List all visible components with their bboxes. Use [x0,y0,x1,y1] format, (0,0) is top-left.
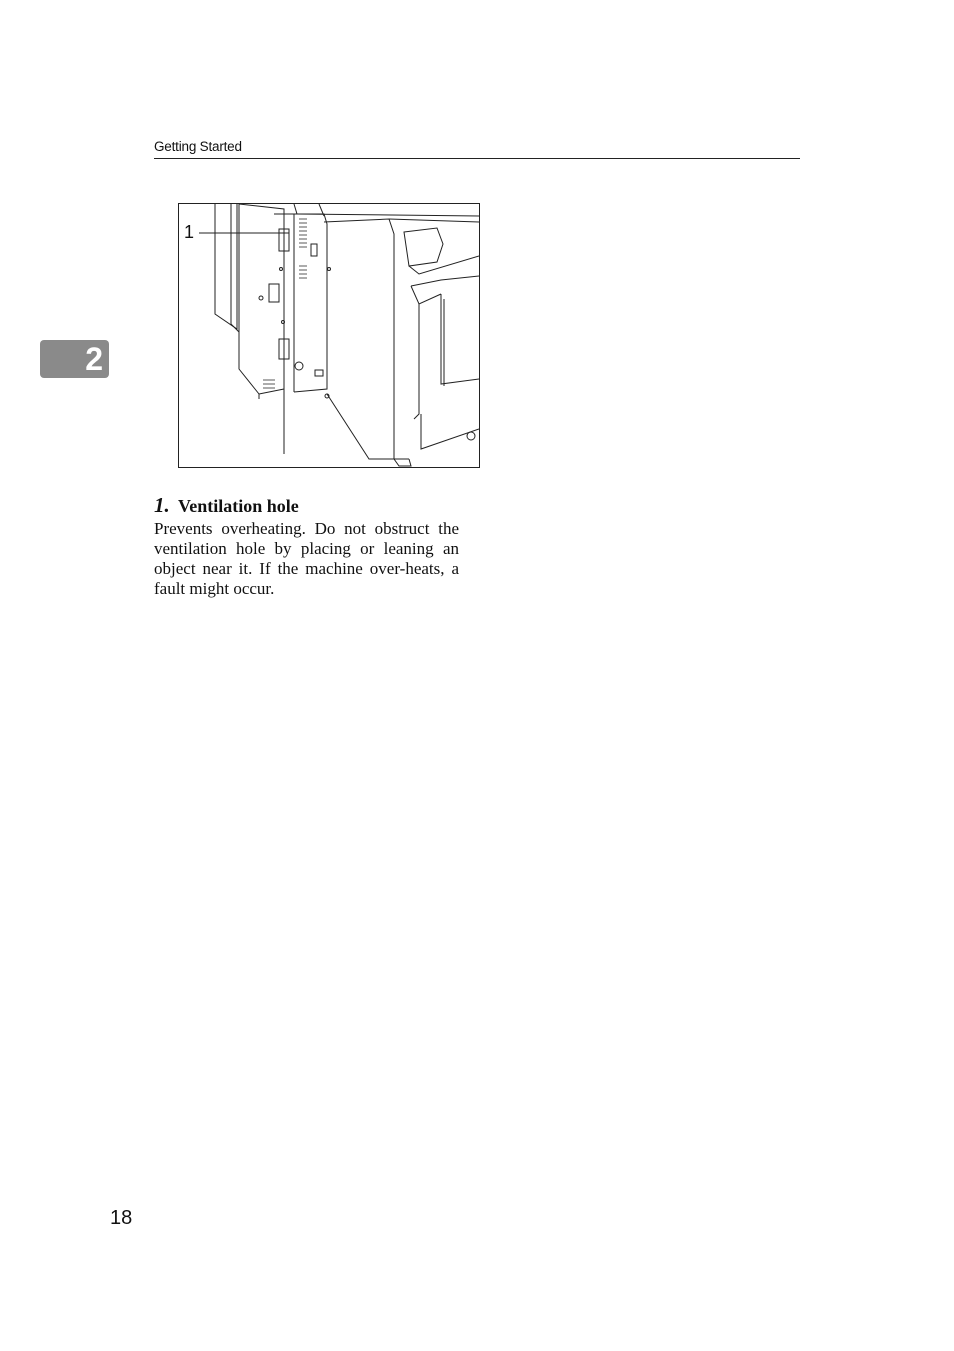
header-rule [154,158,800,159]
item-description: Prevents overheating. Do not obstruct the ventilation hole by placing or leaning an object near it. If the machine over-heats, a fault might occur. [154,519,459,598]
item-number: 1. [154,493,170,517]
page-number: 18 [110,1207,133,1229]
chapter-tab [40,340,109,378]
callout-label: 1 [184,222,195,242]
item-heading [154,493,299,518]
chapter-number: 2 [85,341,103,377]
item-title: Ventilation hole [177,496,299,516]
running-header: Getting Started [154,139,242,154]
machine-illustration [178,203,480,468]
